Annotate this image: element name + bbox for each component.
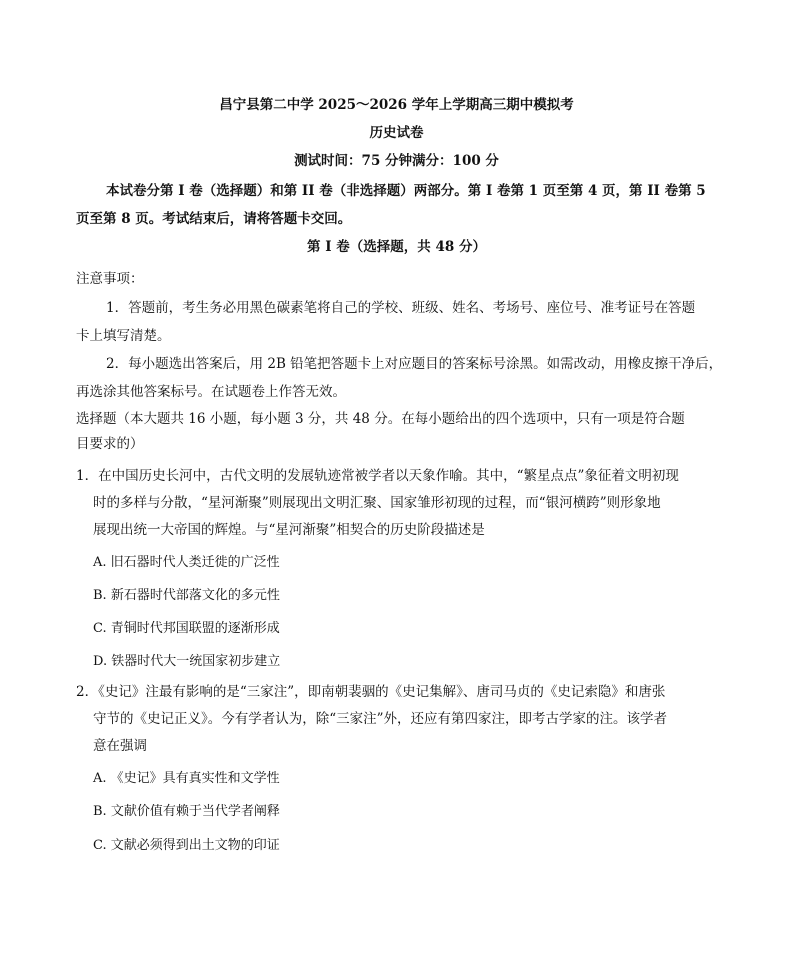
question-2-option-a[interactable]: A. 《史记》具有真实性和文学性 (93, 771, 280, 786)
question-1-option-d[interactable]: D. 铁器时代大一统国家初步建立 (93, 654, 281, 669)
note-1-line-2: 卡上填写清楚。 (76, 328, 171, 344)
intro-line-2: 页至第 8 页。考试结束后，请将答题卡交回。 (76, 211, 352, 227)
question-1-stem-line-2: 时的多样与分散，“星河渐聚”则展现出文明汇聚、国家雏形初现的过程，而“银河横跨”则形象地 (93, 495, 661, 511)
question-1-option-c[interactable]: C. 青铜时代邦国联盟的逐渐形成 (93, 621, 280, 636)
time-info: 测试时间：75 分钟满分：100 分 (294, 153, 499, 169)
question-2-option-b[interactable]: B. 文献价值有赖于当代学者阐释 (93, 804, 280, 819)
part1-title: 第 I 卷（选择题，共 48 分） (307, 239, 486, 255)
notes-heading: 注意事项： (76, 271, 144, 287)
exam-title: 昌宁县第二中学 2025～2026 学年上学期高三期中模拟考 (219, 97, 574, 113)
subject-title: 历史试卷 (369, 125, 424, 141)
question-2-stem-line-2: 守节的《史记正义》。今有学者认为，除“三家注”外，还应有第四家注，即考古学家的注。该学者 (93, 711, 668, 727)
question-1-option-b[interactable]: B. 新石器时代部落文化的多元性 (93, 588, 280, 603)
section-instruction-line-2: 目要求的） (76, 436, 144, 452)
question-1-stem-line-3: 展现出统一大帝国的辉煌。与“星河渐聚”相契合的历史阶段描述是 (93, 522, 485, 538)
note-2-line-2: 再选涂其他答案标号。在试题卷上作答无效。 (76, 384, 346, 400)
question-1-option-a[interactable]: A. 旧石器时代人类迁徙的广泛性 (93, 555, 280, 570)
intro-line-1: 本试卷分第 I 卷（选择题）和第 II 卷（非选择题）两部分。第 I 卷第 1 页至第 4 页，第 II 卷第 5 (106, 183, 706, 199)
question-2-stem-line-3: 意在强调 (93, 738, 147, 754)
question-2-option-c[interactable]: C. 文献必须得到出土文物的印证 (93, 838, 280, 853)
note-2-line-1: 2．每小题选出答案后，用 2B 铅笔把答题卡上对应题目的答案标号涂黑。如需改动，用橡皮擦干净后， (106, 356, 723, 372)
question-2-stem-line-1: 2．《史记》注最有影响的是“三家注”，即南朝裴骃的《史记集解》、唐司马贞的《史记索隐》和唐张 (76, 684, 666, 700)
note-1-line-1: 1．答题前，考生务必用黑色碳素笔将自己的学校、班级、姓名、考场号、座位号、准考证号在答题 (106, 300, 696, 316)
question-1-stem-line-1: 1．在中国历史长河中，古代文明的发展轨迹常被学者以天象作喻。其中，“繁星点点”象征着文明初现 (76, 468, 679, 484)
section-instruction-line-1: 选择题（本大题共 16 小题，每小题 3 分，共 48 分。在每小题给出的四个选项中，只有一项是符合题 (76, 411, 685, 427)
